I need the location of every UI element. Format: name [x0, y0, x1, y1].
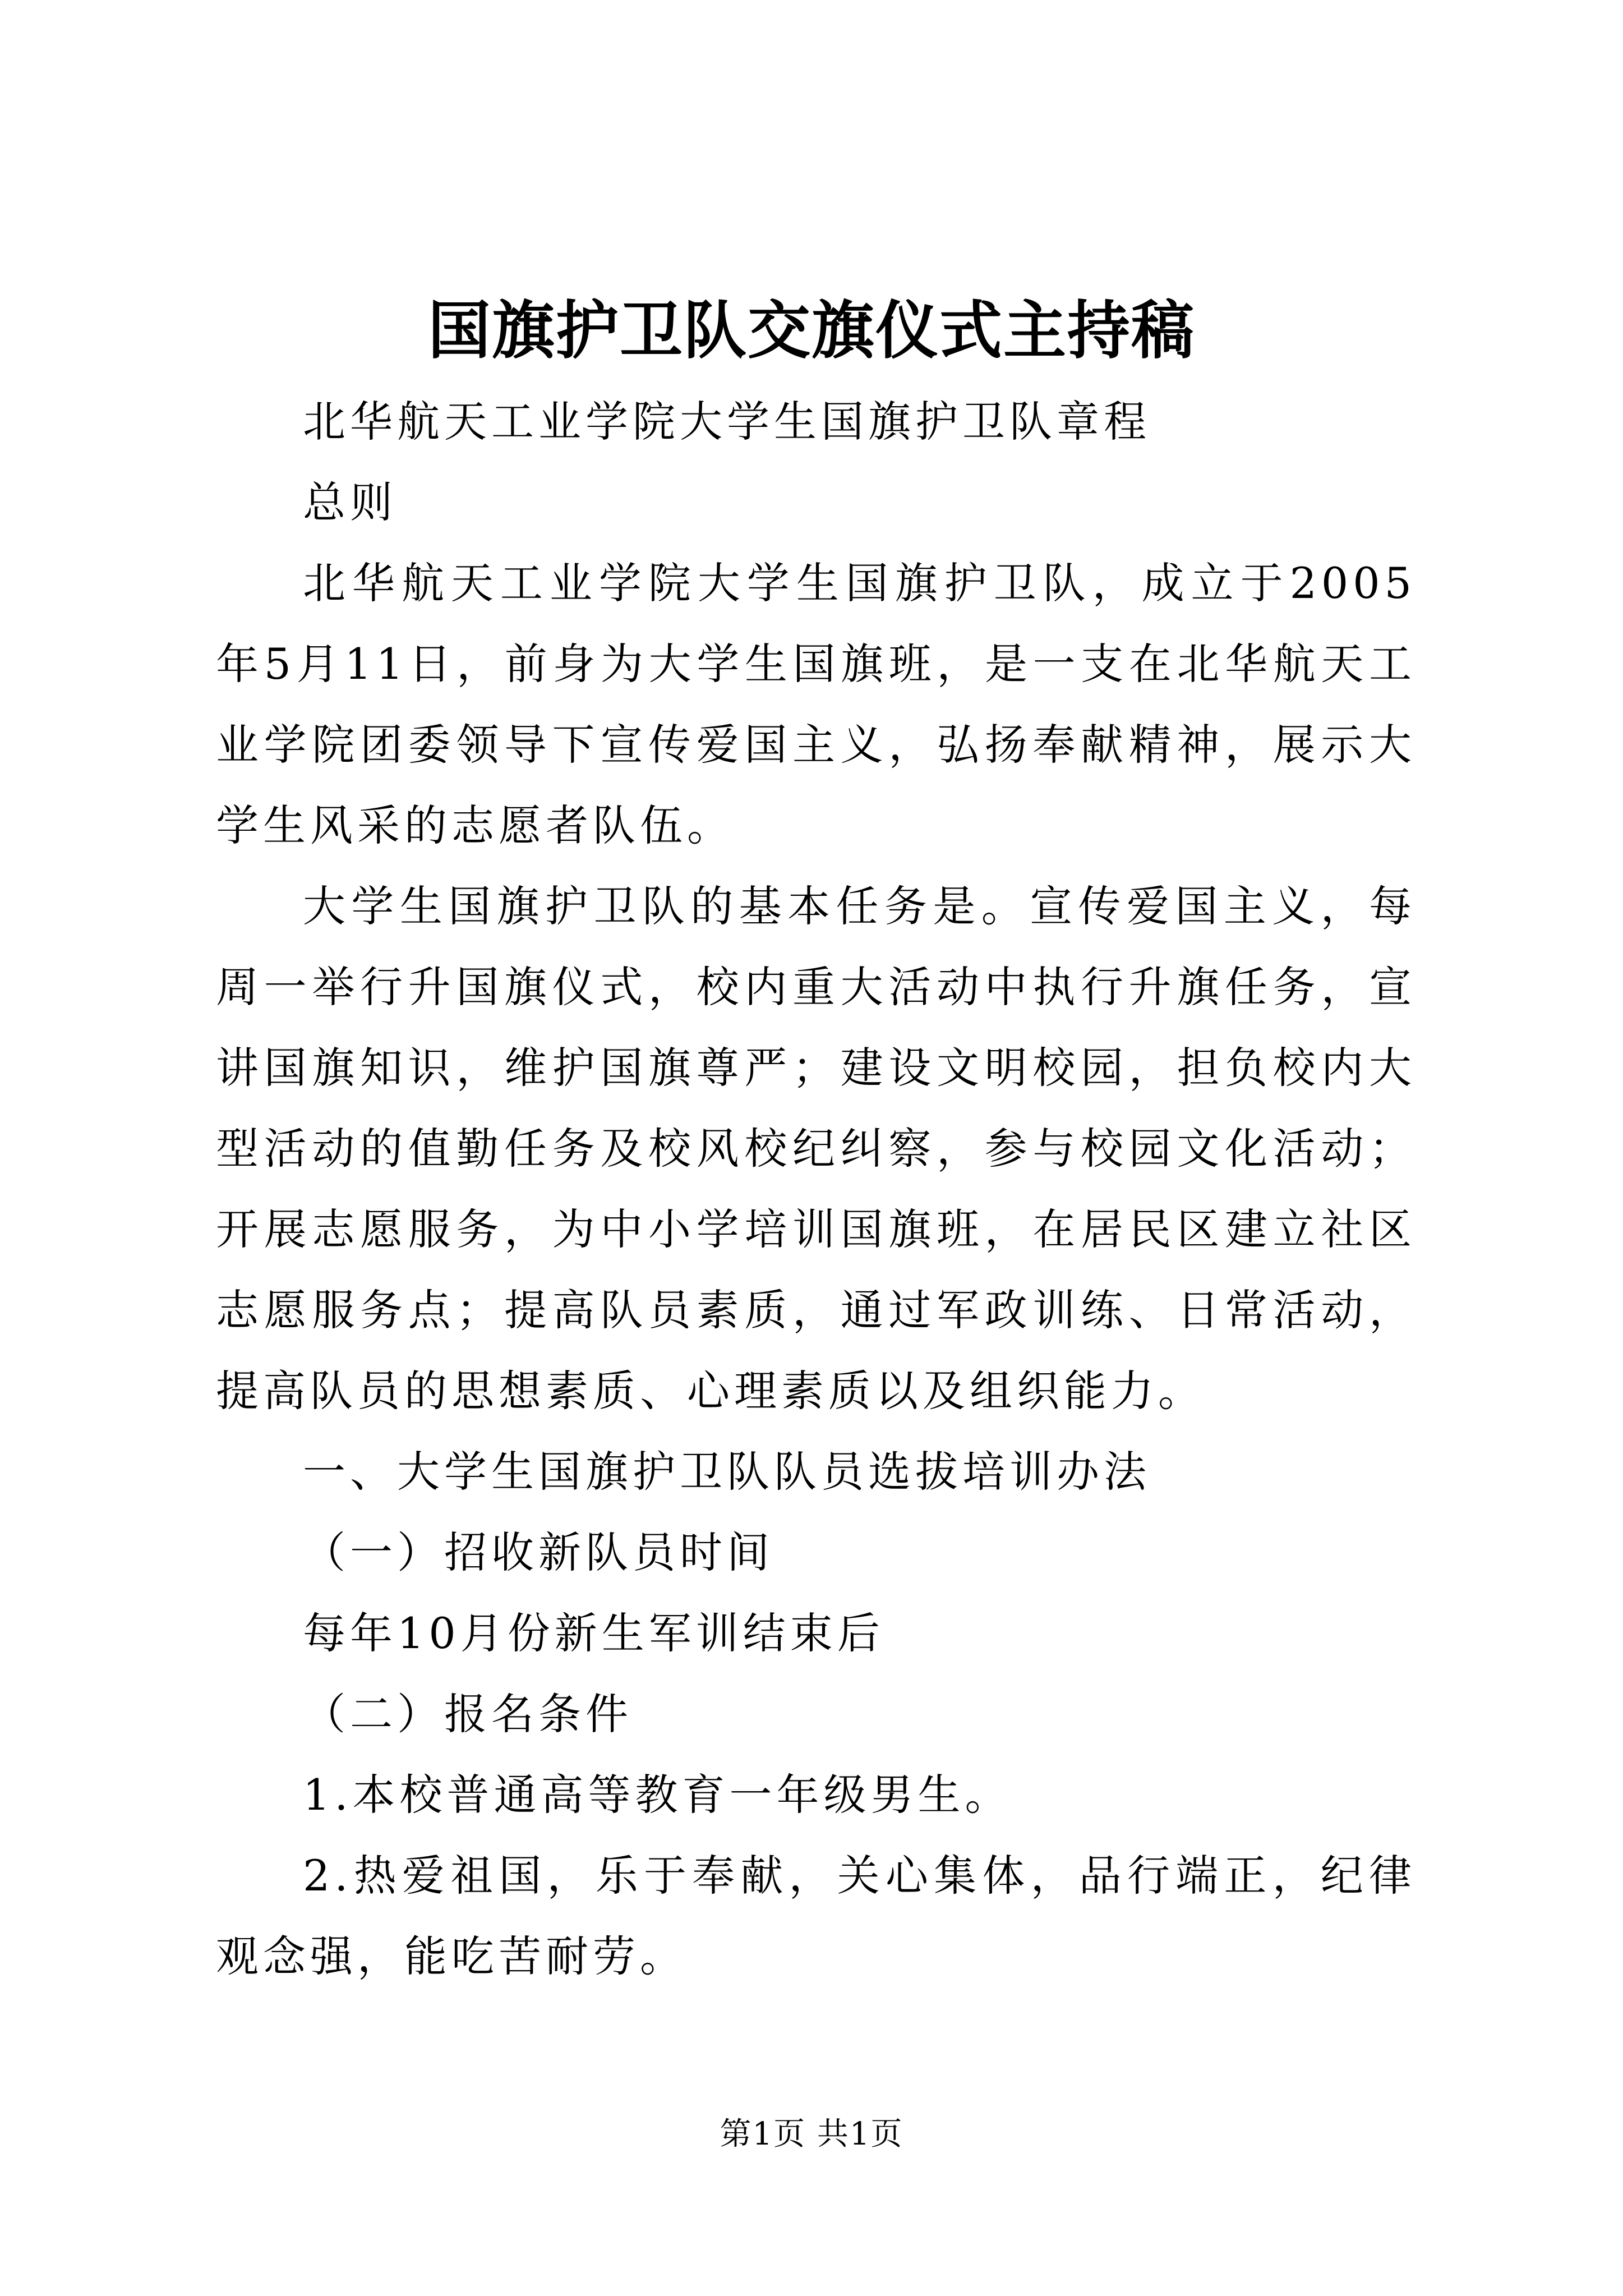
document-title: 国旗护卫队交旗仪式主持稿 [428, 294, 1195, 367]
document-body [216, 381, 1416, 1997]
paragraph-requirement-1: 1.本校普通高等教育一年级男生。 [303, 1770, 1012, 1820]
paragraph-subsection-recruit-time: （一）招收新队员时间 [303, 1527, 774, 1577]
paragraph-section-one-heading: 一、大学生国旗护卫队队员选拔培训办法 [303, 1447, 1151, 1497]
paragraph-general-principles: 总则 [303, 477, 397, 527]
paragraph-subsection-requirements: （二）报名条件 [303, 1689, 633, 1739]
paragraph-founding: 北华航天工业学院大学生国旗护卫队，成立于2005年5月11日，前身为大学生国旗班，是一支在北华航天工业学院团委领导下宣传爱国主义，弘扬奉献精神，展示大学生风采的志愿者队伍。 [216, 558, 1416, 850]
paragraph-basic-tasks: 大学生国旗护卫队的基本任务是。宣传爱国主义，每周一举行升国旗仪式，校内重大活动中执行升旗任务，宣讲国旗知识，维护国旗尊严；建设文明校园，担负校内大型活动的值勤任务及校风校纪纠察，参与校园文化活动；开展志愿服务，为中小学培训国旗班，在居民区建立社区志愿服务点；提高队员素质，通过军政训练、日常活动，提高队员的思想素质、心理素质以及组织能力。 [216, 881, 1416, 1416]
paragraph-charter-title: 北华航天工业学院大学生国旗护卫队章程 [303, 397, 1151, 447]
page-number-footer: 第1页 共1页 [720, 2116, 903, 2152]
paragraph-requirement-2: 2.热爱祖国，乐于奉献，关心集体，品行端正，纪律观念强，能吃苦耐劳。 [216, 1851, 1416, 1981]
paragraph-recruit-time-detail: 每年10月份新生军训结束后 [303, 1608, 884, 1658]
